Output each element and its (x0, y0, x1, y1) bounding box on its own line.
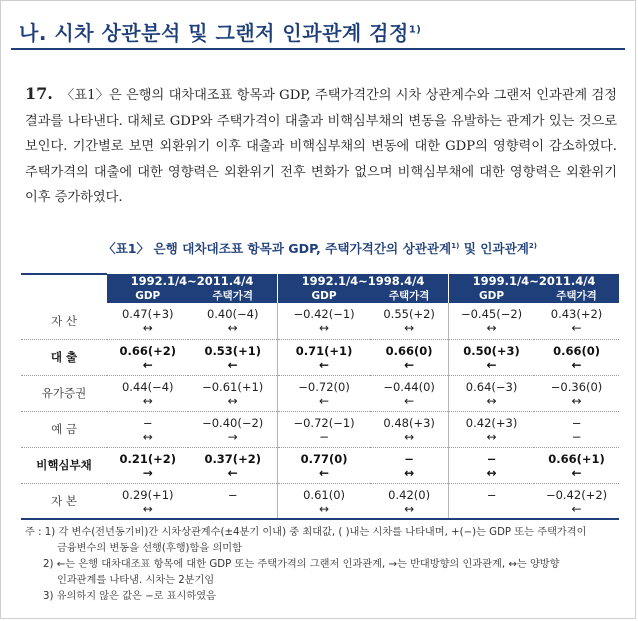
table-cell (277, 375, 370, 411)
correlation-value: −0.40(−2) (202, 415, 264, 430)
correlation-value: 0.66(0) (553, 343, 600, 358)
causality-arrow: → (227, 429, 238, 444)
table-cell (370, 447, 448, 483)
row-label: 자 산 (21, 303, 107, 339)
correlation-value: 0.66(0) (385, 343, 433, 358)
causality-arrow: ↔ (486, 393, 497, 408)
table-cell (449, 483, 535, 519)
correlation-value: 0.43(+2) (550, 307, 603, 321)
table-cell (277, 483, 370, 519)
correlation-value: −0.72(−1) (293, 415, 355, 430)
period-header: 1992.1/4~2011.4/4 (107, 274, 277, 288)
table-caption-text: 〈표1〉 은행 대차대조표 항목과 GDP, 주택가격간의 상관관계 (103, 241, 452, 256)
column-header: GDP (277, 288, 370, 303)
footnote-2-cont: 인과관계를 나타냄. 시차는 2분기임 (57, 575, 215, 586)
causality-arrow: ↔ (486, 465, 497, 480)
table-caption-text-2: 및 인과관계 (459, 241, 529, 256)
correlation-value: −0.36(0) (550, 379, 603, 394)
correlation-value: 0.61(0) (303, 487, 346, 502)
table-cell (534, 483, 619, 519)
column-header: GDP (107, 288, 188, 303)
header-divider (11, 48, 625, 50)
table-cell (370, 483, 448, 519)
footnote-1: 주 : 1) 각 변수(전년동기비)간 시차상관계수(±4분기 이내) 중 최대값, ( )내는 시차를 나타내며, +(−)는 GDP 또는 주택가격이 (25, 527, 587, 538)
causality-arrow: ↔ (404, 321, 415, 335)
correlation-value: 0.55(+2) (383, 307, 435, 321)
table-cell (277, 303, 370, 339)
column-header: 주택가격 (188, 288, 277, 303)
table-cell (188, 339, 277, 375)
table-row (21, 411, 619, 447)
column-header: GDP (449, 288, 535, 303)
table-cell (449, 447, 535, 483)
correlation-value: −0.72(0) (298, 379, 350, 394)
section-title-text: 나. 시차 상관분석 및 그랜저 인과관계 검정 (19, 21, 409, 45)
row-label: 예 금 (21, 411, 107, 447)
table-cell (534, 339, 619, 375)
correlation-value: − (404, 451, 414, 466)
correlation-value: 0.29(+1) (121, 487, 174, 502)
correlation-value: 0.66(+2) (119, 343, 176, 358)
paragraph-number: 17. (25, 84, 53, 103)
paragraph-text: 〈표1〉은 은행의 대차대조표 항목과 GDP, 주택가격간의 시차 상관계수와 그랜저 인과관계 검정 결과를 나타낸다. 대체로 GDP와 주택가격이 대출과 비핵심부채의 변동을 유발하는 관계가 있는 것으로 보인다. 기간별로 보면 외환위기 이후 대출과 비핵심부채의 변동에 대한 GDP의 영향력이 감소하였다. 주택가격의 대출에 대한 영향력은 외환위기 전후 변화가 없으며 비핵심부채에 대한 영향력은 외환위기 이후 증가하였다. (25, 88, 617, 205)
causality-arrow: ↔ (142, 321, 153, 335)
table-cell (188, 483, 277, 519)
causality-arrow: ↔ (142, 429, 153, 444)
causality-arrow: ← (227, 465, 238, 480)
period-header: 1999.1/4~2011.4/4 (449, 274, 619, 288)
causality-arrow: ↔ (227, 393, 238, 408)
table-cell (188, 375, 277, 411)
correlation-value: 0.48(+3) (383, 415, 435, 430)
column-header: 주택가격 (370, 288, 448, 303)
table-cell (370, 411, 448, 447)
causality-arrow: ↔ (486, 429, 497, 444)
table-cell (449, 411, 535, 447)
table-row (21, 339, 619, 375)
table-caption-footnote-2: 2) (528, 241, 537, 250)
footnotes (25, 525, 621, 605)
table-cell (370, 303, 448, 339)
causality-arrow: ← (571, 501, 582, 516)
correlation-value: 0.53(+1) (204, 343, 261, 358)
table-caption-footnote-1: 1) (451, 241, 460, 250)
causality-arrow: ↔ (319, 501, 330, 516)
table-cell (107, 447, 188, 483)
table-cell (370, 339, 448, 375)
row-label: 자 본 (21, 483, 107, 519)
table-cell (277, 411, 370, 447)
correlation-value: −0.42(−1) (293, 307, 355, 321)
section-header (11, 11, 625, 49)
column-header: 주택가격 (534, 288, 619, 303)
correlation-value: −0.45(−2) (460, 307, 523, 321)
row-label: 비핵심부채 (21, 447, 107, 483)
correlation-value: 0.42(0) (388, 487, 431, 502)
causality-arrow: ← (142, 357, 153, 372)
table-cell (534, 411, 619, 447)
row-label: 대 출 (21, 339, 107, 375)
correlation-value: −0.44(0) (383, 379, 435, 394)
causality-arrow: − (571, 429, 582, 444)
table-corner (21, 274, 107, 303)
footnote-3: 3) 유의하지 않은 값은 −로 표시하였음 (43, 591, 216, 602)
table-cell (277, 339, 370, 375)
table-cell (107, 303, 188, 339)
causality-arrow: ← (319, 393, 330, 408)
causality-arrow: ↔ (142, 501, 153, 516)
table-caption (1, 238, 638, 257)
correlation-value: − (142, 415, 153, 430)
causality-arrow: ← (571, 357, 582, 372)
correlation-value: −0.42(+2) (545, 487, 608, 502)
table-cell (107, 339, 188, 375)
table-row (21, 303, 619, 339)
causality-arrow: ↔ (404, 501, 415, 516)
causality-arrow: ↔ (319, 321, 330, 335)
table-row (21, 447, 619, 483)
correlation-value: 0.44(−4) (121, 379, 174, 394)
section-title-footnote: 1) (408, 24, 422, 36)
table-cell (449, 303, 535, 339)
period-header: 1992.1/4~1998.4/4 (277, 274, 448, 288)
causality-arrow: ← (486, 357, 497, 372)
causality-arrow: ← (319, 357, 330, 372)
table-cell (534, 303, 619, 339)
footnote-2: 2) ←는 은행 대차대조표 항목에 대한 GDP 또는 주택가격의 그랜저 인과관계, →는 반대방향의 인과관계, ↔는 양방향 (43, 559, 560, 570)
table-cell (188, 447, 277, 483)
table-cell (449, 375, 535, 411)
correlation-value: 0.77(0) (300, 451, 348, 466)
table-cell (188, 411, 277, 447)
correlation-value: 0.50(+3) (463, 343, 520, 358)
correlation-value: 0.47(+3) (121, 307, 174, 321)
row-label: 유가증권 (21, 375, 107, 411)
correlation-value: 0.40(−4) (206, 307, 259, 321)
correlation-value: −0.61(+1) (202, 379, 264, 394)
body-paragraph (25, 81, 617, 211)
causality-arrow: ← (571, 465, 582, 480)
correlation-value: 0.21(+2) (119, 451, 176, 466)
table-cell (534, 447, 619, 483)
correlation-table (21, 273, 619, 520)
table-cell (107, 483, 188, 519)
causality-arrow: → (142, 465, 153, 480)
correlation-value: 0.71(+1) (295, 343, 353, 358)
causality-arrow: ↔ (486, 321, 497, 335)
correlation-value: − (571, 415, 582, 430)
correlation-value: − (486, 451, 497, 466)
table-cell (107, 375, 188, 411)
correlation-value: − (486, 487, 497, 502)
table-row (21, 483, 619, 519)
causality-arrow: ↔ (227, 321, 238, 335)
causality-arrow: ← (227, 357, 238, 372)
causality-arrow: ← (404, 357, 415, 372)
causality-arrow: ← (404, 393, 415, 408)
table-body (21, 303, 619, 519)
causality-arrow: ← (571, 321, 582, 335)
causality-arrow: ↔ (404, 465, 415, 480)
table-cell (188, 303, 277, 339)
section-title (19, 17, 421, 46)
table-cell (534, 375, 619, 411)
correlation-value: 0.64(−3) (465, 379, 518, 394)
causality-arrow: ↔ (571, 393, 582, 408)
correlation-value: 0.37(+2) (204, 451, 261, 466)
table-cell (277, 447, 370, 483)
causality-arrow: ↔ (404, 429, 415, 444)
correlation-value: − (227, 487, 238, 502)
table-row (21, 375, 619, 411)
correlation-value: 0.66(+1) (548, 451, 605, 466)
causality-arrow: − (319, 429, 330, 444)
table-cell (370, 375, 448, 411)
correlation-value: 0.42(+3) (465, 415, 518, 430)
footnote-1-cont: 금융변수의 변동을 선행(후행)함을 의미함 (57, 543, 242, 554)
causality-arrow: ↔ (142, 393, 153, 408)
causality-arrow: ← (319, 465, 330, 480)
table-cell (449, 339, 535, 375)
table-cell (107, 411, 188, 447)
